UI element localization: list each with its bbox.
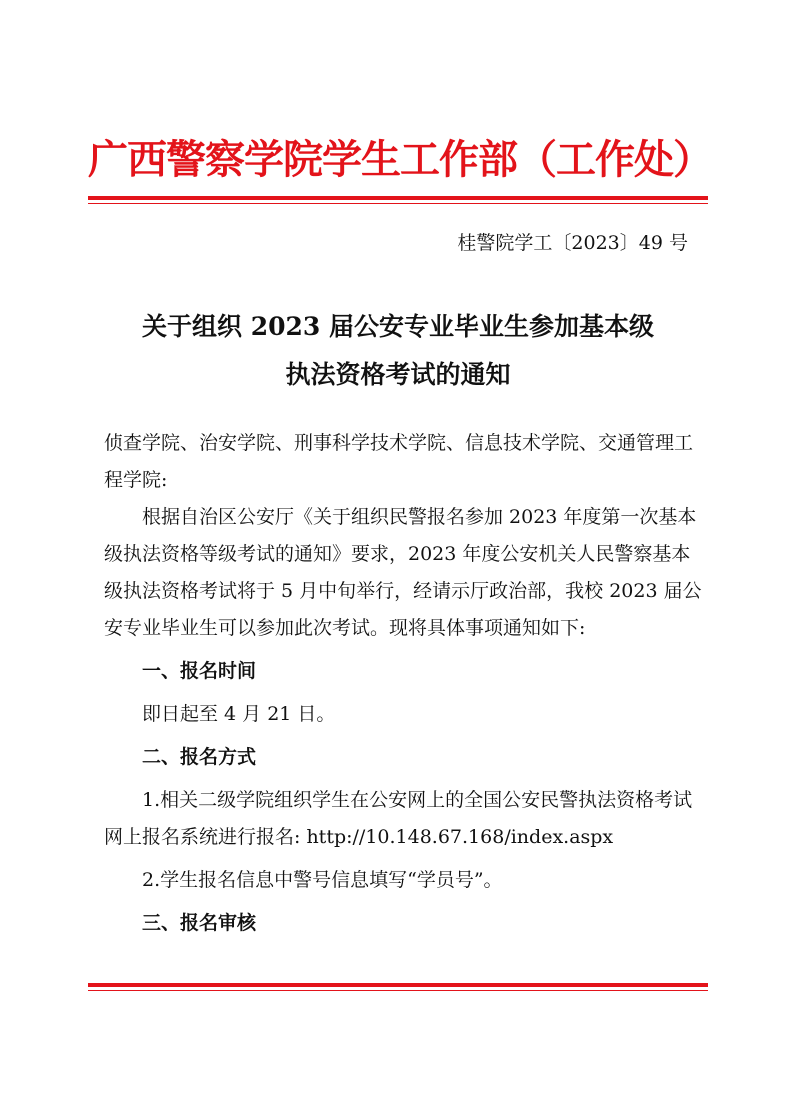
masthead-title: 广西警察学院学生工作部（工作处） xyxy=(88,136,712,183)
section-1-heading: 一、报名时间 xyxy=(142,660,257,682)
document-body xyxy=(104,425,704,942)
section-1-text: 即日起至 4 月 21 日。 xyxy=(142,703,336,725)
footer-rule-thick xyxy=(88,983,708,987)
section-2-heading: 二、报名方式 xyxy=(142,746,257,768)
masthead-rule-thick xyxy=(88,196,708,200)
document-number: 桂警院学工〔2023〕49 号 xyxy=(457,232,688,254)
footer-rule-thin xyxy=(88,990,708,991)
title-line-2: 执法资格考试的通知 xyxy=(285,360,511,389)
recipients-paragraph: 侦查学院、治安学院、刑事科学技术学院、信息技术学院、交通管理工程学院: xyxy=(104,432,694,491)
title-line-1: 关于组织 2023 届公安专业毕业生参加基本级 xyxy=(142,312,654,341)
section-2-item-2: 2.学生报名信息中警号信息填写“学员号”。 xyxy=(142,869,503,891)
document-title xyxy=(88,303,708,399)
section-2-item-1: 1.相关二级学院组织学生在公安网上的全国公安民警执法资格考试网上报名系统进行报名: http://10.148.67.168/index.aspx xyxy=(104,789,693,848)
section-3-heading: 三、报名审核 xyxy=(142,912,257,934)
masthead-rule-thin xyxy=(88,203,708,204)
intro-paragraph: 根据自治区公安厅《关于组织民警报名参加 2023 年度第一次基本级执法资格等级考试的通知》要求，2023 年度公安机关人民警察基本级执法资格考试将于 5 月中旬举行，经请示厅政治部，我校 2023 届公安专业毕业生可以参加此次考试。现将具体事项通知如下: xyxy=(104,506,702,639)
